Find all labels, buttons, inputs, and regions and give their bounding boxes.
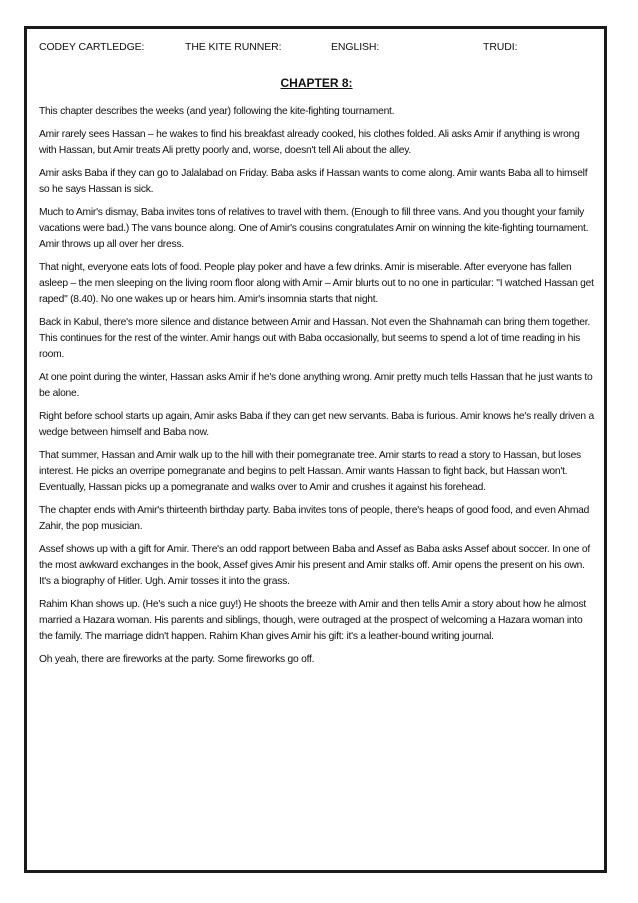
page-border: [24, 26, 607, 873]
paragraph: At one point during the winter, Hassan asks Amir if he's done anything wrong. Amir pretty much tells Hassan that he just wants to be alone.: [39, 372, 593, 399]
paragraph: That night, everyone eats lots of food. People play poker and have a few drinks. Amir is miserable. After everyone has fallen asleep – the men sleeping on the living room floor along with Amir – Amir blurts out to no one in particular: "I watched Hassan get raped" (8.40). No one wakes up or hears him. Amir's insomnia starts that night.: [39, 262, 594, 305]
paragraph: Amir asks Baba if they can go to Jalalabad on Friday. Baba asks if Hassan wants to come along. Amir wants Baba all to himself so he says Hassan is sick.: [39, 168, 588, 195]
paragraph: That summer, Hassan and Amir walk up to the hill with their pomegranate tree. Amir starts to read a story to Hassan, but loses interest. He picks an overripe pomegranate and begins to pelt Hassan. Amir wants Hassan to fight back, but Hassan won't. Eventually, Hassan picks up a pomegranate and walks over to Amir and crushes it against his forehead.: [39, 450, 581, 493]
paragraph: Rahim Khan shows up. (He's such a nice guy!) He shoots the breeze with Amir and then tells Amir a story about how he almost married a Hazara woman. His parents and siblings, though, were outraged at the prospect of welcoming a Hazara woman into the family. The marriage didn't happen. Rahim Khan gives Amir his gift: it's a leather-bound writing journal.: [39, 599, 586, 642]
chapter-title: CHAPTER 8:: [280, 76, 353, 90]
paragraph: Back in Kabul, there's more silence and distance between Amir and Hassan. Not even the Shahnamah can bring them together. This continues for the rest of the winter. Amir hangs out with Baba occasionally, but seems to spend a lot of time reading in his room.: [39, 317, 590, 360]
paragraph: Much to Amir's dismay, Baba invites tons of relatives to travel with them. (Enough to fill three vans. And you thought your family vacations were bad.) The vans bounce along. One of Amir's cousins congratulates Amir on winning the kite-fighting tournament. Amir throws up all over her dress.: [39, 207, 589, 250]
book-title: THE KITE RUNNER:: [185, 41, 282, 53]
paragraph: The chapter ends with Amir's thirteenth birthday party. Baba invites tons of people, there's heaps of good food, and even Ahmad Zahir, the pop musician.: [39, 505, 590, 532]
paragraph: Assef shows up with a gift for Amir. There's an odd rapport between Baba and Assef as Baba asks Assef about soccer. In one of the most awkward exchanges in the book, Assef gives Amir his present and Amir stalks off. Amir opens the present on his own. It's a biography of Hitler. Ugh. Amir tosses it into the grass.: [39, 544, 590, 587]
paragraph: This chapter describes the weeks (and year) following the kite-fighting tournament.: [39, 106, 395, 117]
student-name: CODEY CARTLEDGE:: [39, 41, 145, 53]
paragraph: Right before school starts up again, Amir asks Baba if they can get new servants. Baba is furious. Amir knows he's really driven a wedge between himself and Baba now.: [39, 411, 594, 438]
document-header: [39, 41, 594, 54]
paragraph: Oh yeah, there are fireworks at the party. Some fireworks go off.: [39, 654, 315, 665]
paragraph: Amir rarely sees Hassan – he wakes to find his breakfast already cooked, his clothes folded. Ali asks Amir if anything is wrong with Hassan, but Amir treats Ali pretty poorly and, worse, doesn't tell Ali about the alley.: [39, 129, 580, 156]
subject-label: ENGLISH:: [331, 41, 380, 53]
teacher-name: TRUDI:: [483, 41, 518, 53]
